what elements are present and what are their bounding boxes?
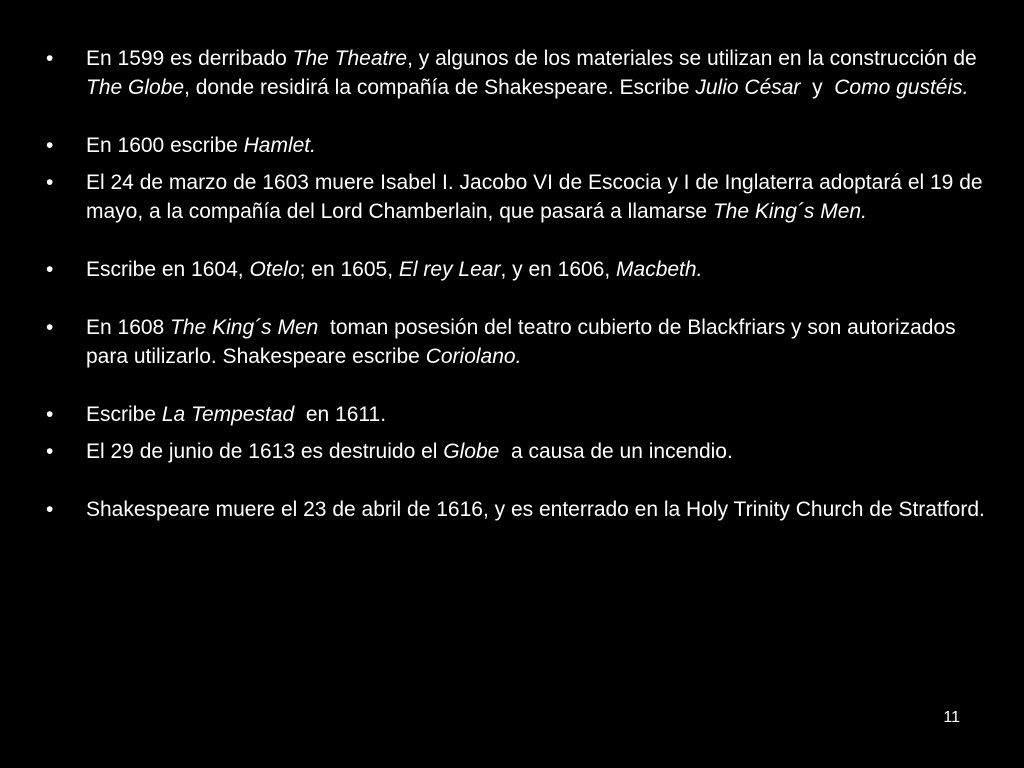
title-otelo: Otelo (249, 258, 300, 281)
text-segment: En 1599 es derribado (86, 47, 293, 70)
bullet-symbol: • (46, 258, 54, 281)
text-segment: , y en 1606, (500, 258, 617, 281)
bullet-symbol: • (46, 440, 54, 463)
bullet-symbol: • (46, 316, 54, 339)
bullet-item-1599 (42, 44, 992, 102)
text-segment: El 29 de junio de 1613 es destruido el (86, 440, 444, 463)
bullet-item-1611 (42, 400, 992, 429)
text-segment: , donde residirá la compañía de Shakespeare. Escribe (184, 76, 696, 99)
bullet-symbol: • (46, 134, 54, 157)
bullet-symbol: • (46, 403, 54, 426)
title-the-theatre: The Theatre (292, 47, 408, 70)
title-globe: Globe (443, 440, 500, 463)
title-hamlet: Hamlet. (243, 134, 316, 157)
text-segment: en 1611. (294, 403, 387, 426)
title-the-kings-men: The King´s Men. (712, 200, 867, 223)
bullet-symbol: • (46, 47, 54, 70)
title-el-rey-lear: El rey Lear (398, 258, 501, 281)
text-segment: ; en 1605, (299, 258, 399, 281)
title-macbeth: Macbeth. (616, 258, 703, 281)
bullet-item-1616 (42, 495, 992, 524)
page-number: 11 (943, 709, 960, 726)
text-segment: toman posesión del teatro cubierto de Blackfriars y son autorizados para utilizarlo. Shakespeare escribe (86, 316, 962, 368)
title-como-gusteis: Como gustéis. (834, 76, 969, 99)
title-la-tempestad: La Tempestad (161, 403, 295, 426)
text-segment: Escribe (86, 403, 162, 426)
title-coriolano: Coriolano. (425, 345, 522, 368)
bullet-item-1603 (42, 168, 992, 226)
title-the-kings-men: The King´s Men (170, 316, 319, 339)
text-segment: Shakespeare muere el 23 de abril de 1616, y es enterrado en la Holy Trinity Church de Stratford. (86, 498, 985, 521)
bullet-item-1604 (42, 255, 992, 284)
text-segment: El 24 de marzo de 1603 muere Isabel I. Jacobo VI de Escocia y I de Inglaterra adoptará el 19 de mayo, a la compañía del Lord Chamberlain, que pasará a llamarse (86, 171, 983, 223)
title-the-globe: The Globe (86, 76, 185, 99)
bullet-symbol: • (46, 498, 54, 521)
bullet-item-1608 (42, 313, 992, 371)
text-segment: Escribe en 1604, (86, 258, 250, 281)
bullet-list (42, 44, 992, 524)
text-segment: En 1600 escribe (86, 134, 244, 157)
text-segment: a causa de un incendio. (499, 440, 733, 463)
text-segment: y (800, 76, 835, 99)
bullet-item-1600 (42, 131, 992, 160)
title-julio-cesar: Julio César (695, 76, 801, 99)
text-segment: , y algunos de los materiales se utilizan en la construcción de (407, 47, 977, 70)
text-segment: En 1608 (86, 316, 171, 339)
bullet-symbol: • (46, 171, 54, 194)
bullet-item-1613 (42, 437, 992, 466)
